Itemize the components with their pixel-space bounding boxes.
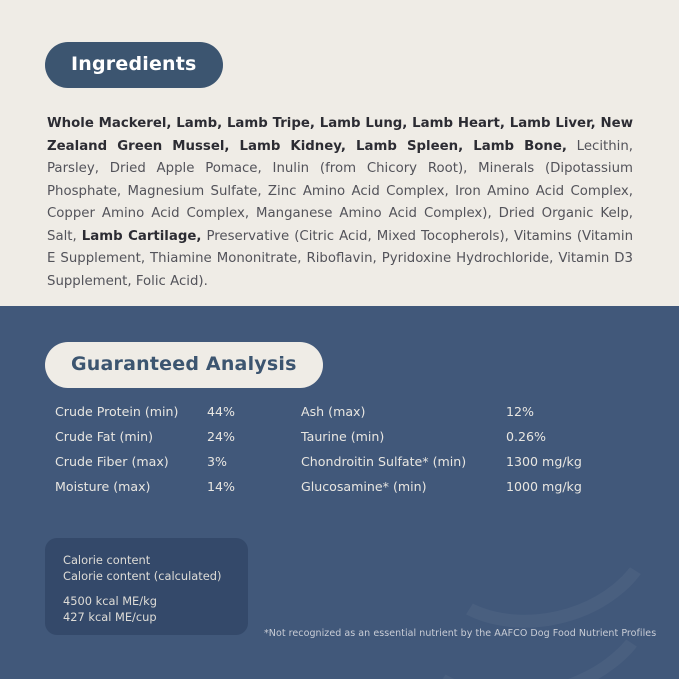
ingredients-text [47,113,633,293]
table-row [55,479,301,504]
nutrient-value: 3% [207,454,227,469]
table-row [55,404,301,429]
guaranteed-analysis-column-left [55,404,301,504]
table-row [55,454,301,479]
ingredients-bold-lead: Whole Mackerel, Lamb, Lamb Tripe, Lamb Lung, Lamb Heart, Lamb Liver, New Zealand Green Mussel, Lamb Kidney, Lamb Spleen, Lamb Bone, [47,116,633,154]
nutrient-value: 24% [207,429,235,444]
nutrient-value: 14% [207,479,235,494]
guaranteed-analysis-table [55,404,640,504]
ingredients-body-part-1: Lecithin, Parsley, Dried Apple Pomace, Inulin (from Chicory Root), Minerals (Dipotassium Phosphate, Magnesium Sulfate, Zinc Amino Acid Complex, Iron Amino Acid Complex, Copper Amino Acid Complex, Manganese Amino Acid Complex), Dried Organic Kelp, Salt, [47,138,633,244]
table-row [301,404,640,429]
calorie-content-calculated-label: Calorie content (calculated) [63,568,222,583]
nutrient-value: 1000 mg/kg [506,479,582,494]
calorie-content-label: Calorie content [63,553,151,567]
calorie-value-per-kg: 4500 kcal ME/kg [63,594,157,608]
nutrient-label: Ash (max) [301,404,366,419]
ingredients-section [0,0,679,306]
nutrient-value: 0.26% [506,429,547,444]
calorie-value-per-cup: 427 kcal ME/cup [63,609,157,624]
nutrient-label: Glucosamine* (min) [301,479,427,494]
nutrient-value: 44% [207,404,235,419]
ingredients-body-part-2: Preservative (Citric Acid, Mixed Tocopherols), Vitamins (Vitamin E Supplement, Thiamine Mononitrate, Riboflavin, Pyridoxine Hydrochloride, Vitamin D3 Supplement, Folic Acid). [47,228,633,289]
nutrient-label: Chondroitin Sulfate* (min) [301,454,467,469]
calorie-box-spacer [63,584,230,594]
table-row [301,479,640,504]
calorie-content-box [45,538,248,635]
guaranteed-analysis-heading: Guaranteed Analysis [45,342,323,388]
nutrient-label: Taurine (min) [301,429,385,444]
ingredients-heading: Ingredients [45,42,223,88]
table-row [301,429,640,454]
guaranteed-analysis-column-right [301,404,640,504]
guaranteed-analysis-section [0,306,679,679]
nutrient-label: Moisture (max) [55,479,151,494]
nutrient-label: Crude Fat (min) [55,429,154,444]
ingredients-bold-mid: Lamb Cartilage, [81,228,202,244]
table-row [301,454,640,479]
table-row [55,429,301,454]
footnote: *Not recognized as an essential nutrient by the AAFCO Dog Food Nutrient Profiles [264,628,657,639]
nutrient-label: Crude Fiber (max) [55,454,169,469]
ingredients-heading-pill [45,42,223,88]
guaranteed-analysis-heading-pill [45,342,323,388]
nutrient-label: Crude Protein (min) [55,404,179,419]
nutrient-value: 12% [506,404,534,419]
nutrient-value: 1300 mg/kg [506,454,582,469]
